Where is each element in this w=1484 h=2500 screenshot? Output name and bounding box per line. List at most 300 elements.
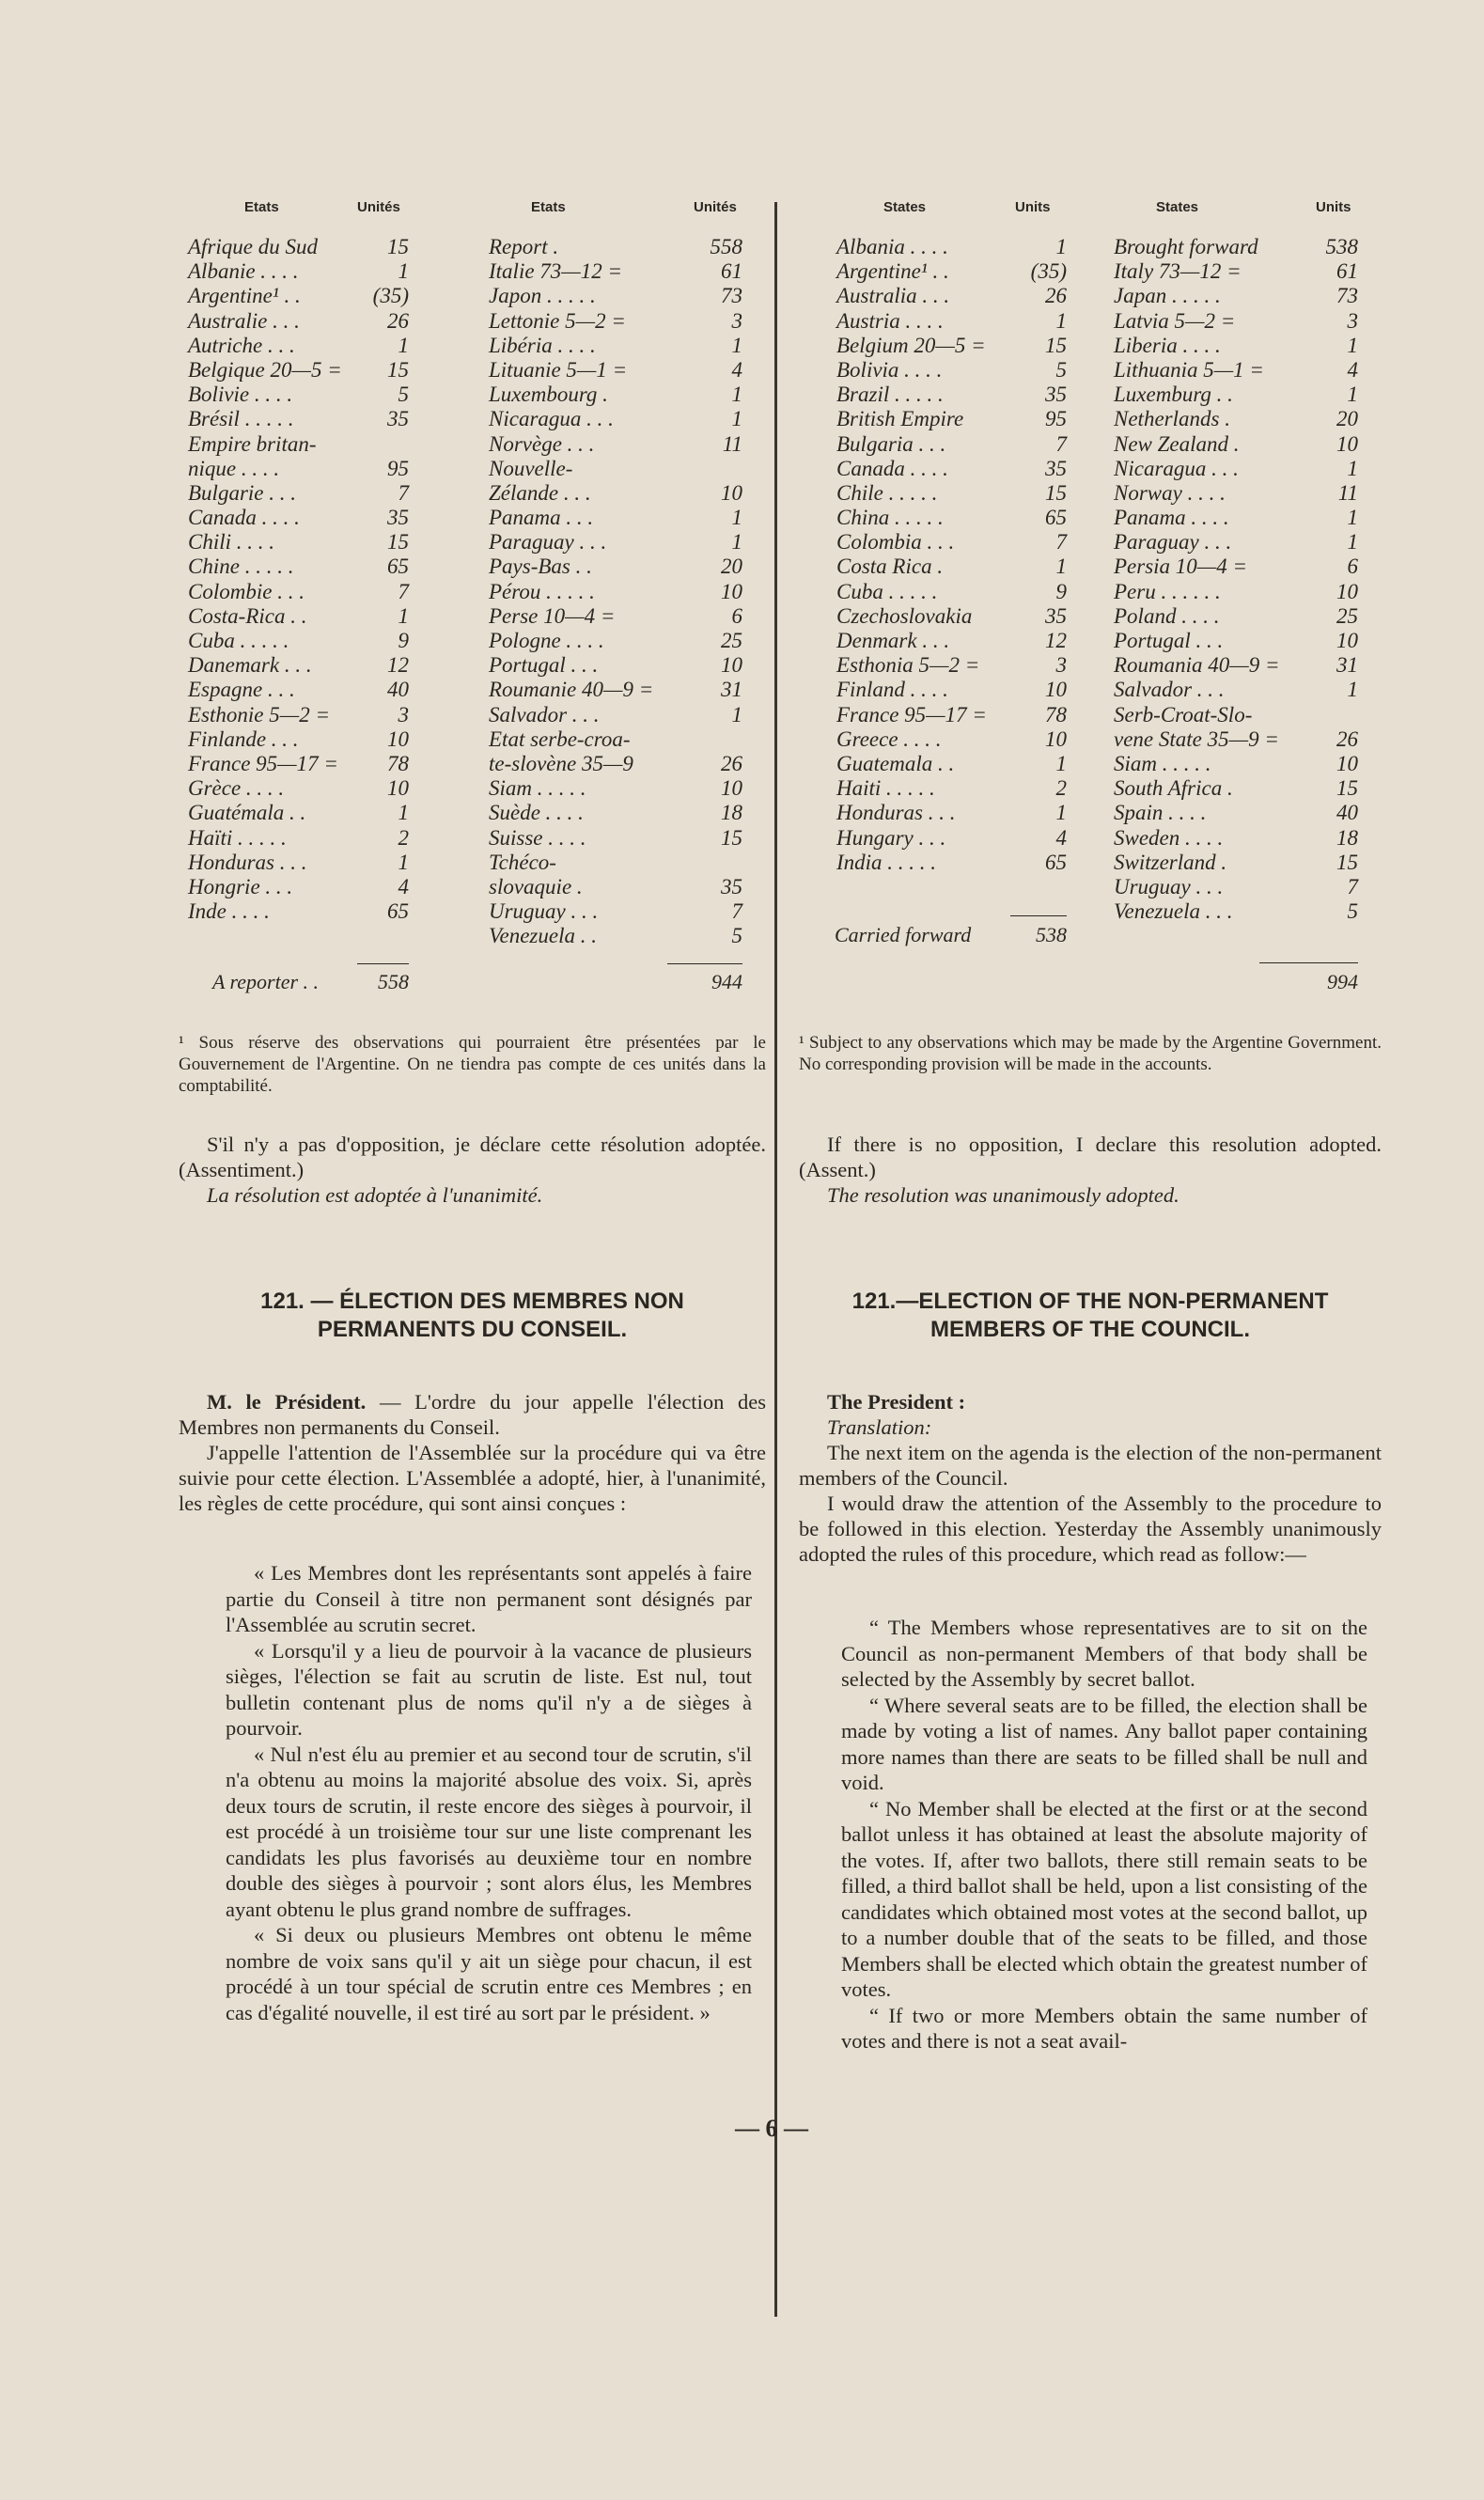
french-section-title: 121. — ÉLECTION DES MEMBRES NON PERMANENTS DU CONSEIL.: [260, 1289, 684, 1342]
table-row: [188, 309, 409, 334]
unit-value: 4: [398, 874, 409, 898]
unit-value: 3: [1055, 653, 1067, 678]
state-name: Guatemala . .: [836, 751, 955, 775]
unit-value: 31: [721, 678, 742, 702]
unit-value: 15: [1336, 776, 1358, 801]
state-name: Norway . . . .: [1114, 480, 1226, 505]
table-row: [836, 358, 1067, 383]
unit-value: 73: [721, 284, 742, 308]
state-name: Luxembourg .: [489, 383, 608, 407]
english-intro: The President : Translation: The next item on the agenda is the election of the non-permanent members of the Council. I would draw the attention of the Assembly to the procedure to be followed in this election. Yesterday the Assembly unanimously adopted the rules of this procedure, which read as follow:—: [799, 1390, 1382, 1566]
state-name: Denmark . . .: [836, 629, 950, 652]
unit-value: 10: [1045, 678, 1067, 702]
unit-value: 18: [721, 801, 742, 825]
state-name: British Empire: [836, 407, 964, 431]
state-name: Pérou . . . . .: [489, 579, 595, 603]
table-row: [489, 752, 742, 776]
unit-value: 15: [1045, 333, 1067, 357]
table-row: [188, 653, 409, 678]
unit-value: 61: [721, 259, 742, 284]
english-section-title: 121.—ELECTION OF THE NON-PERMANENT MEMBERS OF THE COUNCIL.: [851, 1289, 1329, 1342]
state-name: Latvia 5—2 =: [1114, 308, 1236, 333]
english-adoption: If there is no opposition, I declare this resolution adopted. (Assent.) The resolution was unanimously adopted.: [799, 1133, 1382, 1207]
unit-value: 78: [387, 751, 409, 775]
table-row: [489, 776, 742, 801]
table-row: [836, 727, 1067, 752]
unit-value: 10: [1336, 431, 1358, 456]
state-name: Siam . . . . .: [489, 776, 586, 801]
unit-value: 3: [731, 308, 742, 333]
table-row: [1114, 703, 1358, 727]
unit-value: 2: [1055, 776, 1067, 801]
table-row: [188, 358, 409, 383]
table-row: [1114, 851, 1358, 875]
state-name: Spain . . . .: [1114, 801, 1207, 825]
unit-value: 1: [1055, 235, 1067, 258]
header-states: Etats: [244, 199, 279, 215]
unit-value: 73: [1336, 284, 1358, 308]
table-row: [1114, 604, 1358, 629]
unit-value: 10: [721, 579, 742, 603]
state-name: Switzerland .: [1114, 850, 1227, 874]
state-name: Venezuela . . .: [1114, 899, 1233, 924]
table-row: [188, 752, 409, 776]
state-name: Poland . . . .: [1114, 603, 1220, 628]
state-name: slovaquie .: [489, 874, 583, 898]
table-row: [489, 530, 742, 555]
unit-value: 65: [1045, 506, 1067, 530]
state-name: Chine . . . . .: [188, 555, 294, 579]
table-row: [489, 334, 742, 358]
state-name: Greece . . . .: [836, 727, 942, 751]
french-rules-quote: « Les Membres dont les représentants sont appelés à faire partie du Conseil à titre non permanent sont désignés par l'Assemblée au scrutin secret. « Lorsqu'il y a lieu de pourvoir à la vacance de plusieurs sièges, l'élection se fait au scrutin de liste. Est nul, tout bulletin contenant plus de noms qu'il n'y a de sièges à pourvoir. « Nul n'est élu au premier et au second tour de scrutin, s'il n'a obtenu au moins la majorité absolue des voix. Si, après deux tours de scrutin, il reste encore des sièges à pourvoir, il est procédé à un troisième tour sur une liste comprenant les candidats les plus favorisés au deuxième tour en nombre double des sièges à pourvoir ; sont alors élus, les Membres ayant obtenu le plus grand nombre de suffrages. « Si deux ou plusieurs Membres ont obtenu le même nombre de voix sans qu'il y ait un siège pour chacun, il est procédé à un tour spécial de scrutin entre ces Membres ; en cas d'égalité nouvelle, il est tiré au sort par le président. »: [226, 1561, 752, 2024]
table-row: [1114, 580, 1358, 604]
table-row: [1114, 358, 1358, 383]
unit-value: 95: [387, 456, 409, 480]
table-row: [489, 826, 742, 851]
unit-value: (35): [1030, 259, 1067, 284]
state-name: Nouvelle-: [489, 456, 573, 480]
state-name: Italie 73—12 =: [489, 259, 623, 284]
unit-value: 4: [1055, 825, 1067, 850]
state-name: Hongrie . . .: [188, 874, 293, 898]
table-row: [188, 235, 409, 259]
unit-value: 1: [1347, 530, 1358, 555]
table-row: [188, 826, 409, 851]
table-row: [836, 334, 1067, 358]
unit-value: 61: [1336, 259, 1358, 284]
state-name: Australie . . .: [188, 308, 300, 333]
state-name: Autriche . . .: [188, 333, 295, 357]
table-row: [836, 678, 1067, 702]
unit-value: 25: [1336, 603, 1358, 628]
state-name: nique . . . .: [188, 456, 280, 480]
unit-value: 1: [731, 333, 742, 357]
state-name: Chili . . . .: [188, 530, 275, 555]
table-row: [489, 259, 742, 284]
table-row: [489, 653, 742, 678]
unit-value: 9: [1055, 579, 1067, 603]
state-name: Japon . . . . .: [489, 284, 596, 308]
unit-value: 5: [1347, 899, 1358, 924]
table-row: [1114, 309, 1358, 334]
unit-value: 1: [398, 603, 409, 628]
unit-value: 65: [387, 899, 409, 924]
unit-value: 3: [1347, 308, 1358, 333]
unit-value: 35: [387, 407, 409, 431]
table-row: [836, 801, 1067, 825]
table-row: [489, 555, 742, 579]
table-row: [188, 604, 409, 629]
state-name: France 95—17 =: [836, 702, 987, 727]
table-row: [188, 801, 409, 825]
unit-value: 6: [1347, 555, 1358, 579]
state-name: Portugal . . .: [489, 653, 599, 678]
state-name: Roumanie 40—9 =: [489, 678, 654, 702]
state-name: Bulgarie . . .: [188, 480, 296, 505]
table-row: [188, 334, 409, 358]
table-row: [489, 727, 742, 752]
table-row: [836, 776, 1067, 801]
unit-value: 10: [721, 653, 742, 678]
state-name: Persia 10—4 =: [1114, 555, 1248, 579]
unit-value: 10: [1045, 727, 1067, 751]
table-row: [1114, 383, 1358, 407]
unit-value: 10: [1336, 629, 1358, 652]
state-name: Roumania 40—9 =: [1114, 653, 1280, 678]
table-row: [1114, 653, 1358, 678]
state-name: Salvador . . .: [489, 702, 600, 727]
table-row: [489, 703, 742, 727]
unit-value: 1: [398, 850, 409, 874]
unit-value: 12: [1045, 629, 1067, 652]
french-adoption: S'il n'y a pas d'opposition, je déclare cette résolution adoptée. (Assentiment.) La résolution est adoptée à l'unanimité.: [179, 1133, 766, 1207]
table-row: [836, 235, 1067, 259]
state-name: Pays-Bas . .: [489, 555, 592, 579]
unit-value: 1: [1347, 506, 1358, 530]
unit-value: 5: [398, 383, 409, 407]
state-name: Inde . . . .: [188, 899, 270, 924]
state-name: Nicaragua . . .: [489, 407, 614, 431]
table-row: [489, 235, 742, 259]
unit-value: 20: [1336, 407, 1358, 431]
state-name: Bulgaria . . .: [836, 431, 946, 456]
state-name: Austria . . . .: [836, 308, 944, 333]
state-name: Japan . . . . .: [1114, 284, 1221, 308]
table-row: [188, 629, 409, 653]
state-name: Brésil . . . . .: [188, 407, 294, 431]
table-row: [1114, 801, 1358, 825]
english-rules-quote: “ The Members whose representatives are to sit on the Council as non-permanent Members of that body shall be selected by the Assembly by secret ballot. “ Where several seats are to be filled, the election shall be made by voting a list of names. Any ballot paper containing more names than there are seats to be filled shall be null and void. “ No Member shall be elected at the first or at the second ballot unless it has obtained at least the absolute majority of the votes. If, after two ballots, there still remain seats to be filled, a third ballot shall be held, upon a list consisting of the candidates which obtained most votes at the second ballot, up to a number double that of the seats to be filled, and those Members shall be elected which obtain the greatest number of votes. “ If two or more Members obtain the same number of votes and there is not a seat avail-: [841, 1616, 1367, 2053]
table-row: [1114, 235, 1358, 259]
table-row: [188, 432, 409, 457]
state-name: Esthonie 5—2 =: [188, 702, 330, 727]
table-row: [489, 457, 742, 481]
unit-value: 1: [1347, 333, 1358, 357]
english-units-table: [799, 199, 1372, 998]
unit-value: 1: [731, 702, 742, 727]
table-row: [188, 875, 409, 899]
table-row: [836, 629, 1067, 653]
header-states: States: [1156, 199, 1199, 215]
table-row: [836, 457, 1067, 481]
unit-value: 10: [387, 776, 409, 801]
table-row: [836, 851, 1067, 875]
state-name: Costa Rica .: [836, 555, 944, 579]
state-name: Salvador . . .: [1114, 678, 1225, 702]
unit-value: 35: [1045, 456, 1067, 480]
unit-value: 18: [1336, 825, 1358, 850]
table-row: [836, 653, 1067, 678]
unit-value: 538: [1325, 235, 1358, 258]
header-units: Units: [1015, 199, 1051, 215]
state-name: Uruguay . . .: [1114, 874, 1224, 898]
table-row: [188, 727, 409, 752]
table-row: [489, 629, 742, 653]
table-row: [489, 506, 742, 530]
state-name: Report .: [489, 235, 559, 258]
unit-value: 1: [731, 383, 742, 407]
unit-value: 11: [1337, 480, 1358, 505]
unit-value: 1: [1347, 456, 1358, 480]
state-name: Canada . . . .: [836, 456, 948, 480]
state-name: Belgium 20—5 =: [836, 333, 986, 357]
unit-value: 25: [721, 629, 742, 652]
table-row: [836, 383, 1067, 407]
table-row: [489, 851, 742, 875]
table-row: [188, 457, 409, 481]
unit-value: 11: [722, 431, 742, 456]
unit-value: 15: [387, 357, 409, 382]
unit-value: 1: [1055, 555, 1067, 579]
table-row: [188, 506, 409, 530]
state-name: Tchéco-: [489, 850, 556, 874]
state-name: vene State 35—9 =: [1114, 727, 1279, 751]
french-column: [179, 0, 771, 2500]
state-name: Cuba . . . . .: [836, 579, 938, 603]
unit-value: 15: [387, 235, 409, 258]
state-name: Finland . . . .: [836, 678, 948, 702]
unit-value: 10: [1336, 579, 1358, 603]
table-row: [188, 851, 409, 875]
table-row: [188, 580, 409, 604]
state-name: Argentine¹ . .: [188, 284, 301, 308]
state-name: Chile . . . . .: [836, 480, 938, 505]
french-grand-total: 944: [711, 970, 742, 993]
state-name: Cuba . . . . .: [188, 629, 289, 652]
state-name: Bolivie . . . .: [188, 383, 293, 407]
table-row: [836, 752, 1067, 776]
state-name: Haiti . . . . .: [836, 776, 935, 801]
english-column: [799, 0, 1382, 2500]
unit-value: 40: [387, 678, 409, 702]
unit-value: 20: [721, 555, 742, 579]
table-row: [489, 899, 742, 924]
table-row: [188, 530, 409, 555]
table-row: [188, 899, 409, 924]
table-row: [188, 383, 409, 407]
state-name: Sweden . . . .: [1114, 825, 1224, 850]
unit-value: 1: [398, 333, 409, 357]
unit-value: 2: [398, 825, 409, 850]
unit-value: 35: [1045, 383, 1067, 407]
unit-value: 1: [1055, 801, 1067, 825]
table-row: [489, 678, 742, 702]
state-name: Esthonia 5—2 =: [836, 653, 980, 678]
state-name: Paraguay . . .: [489, 530, 607, 555]
english-carried-total: Carried forward 538: [835, 923, 1067, 946]
table-row: [1114, 259, 1358, 284]
state-name: Venezuela . .: [489, 924, 597, 948]
table-row: [489, 284, 742, 308]
page-number: — 6 —: [735, 2115, 808, 2142]
table-row: [1114, 752, 1358, 776]
unit-value: 1: [1055, 751, 1067, 775]
state-name: Albanie . . . .: [188, 259, 299, 284]
table-row: [836, 506, 1067, 530]
state-name: Colombie . . .: [188, 579, 305, 603]
table-row: [188, 407, 409, 431]
unit-value: 78: [1045, 702, 1067, 727]
state-name: China . . . . .: [836, 506, 944, 530]
table-row: [489, 875, 742, 899]
state-name: Brazil . . . . .: [836, 383, 944, 407]
state-name: Panama . . . .: [1114, 506, 1229, 530]
english-grand-total: 994: [1327, 970, 1358, 993]
unit-value: 1: [1347, 383, 1358, 407]
state-name: Serb-Croat-Slo-: [1114, 702, 1253, 727]
unit-value: 1: [1347, 678, 1358, 702]
state-name: India . . . . .: [836, 850, 937, 874]
state-name: Finlande . . .: [188, 727, 299, 751]
state-name: Lettonie 5—2 =: [489, 308, 626, 333]
unit-value: (35): [372, 284, 409, 308]
unit-value: 1: [731, 506, 742, 530]
french-carried-total: A reporter . . 558: [212, 970, 409, 993]
table-row: [836, 481, 1067, 506]
unit-value: 26: [387, 308, 409, 333]
table-row: [188, 259, 409, 284]
unit-value: 3: [398, 702, 409, 727]
unit-value: 1: [731, 407, 742, 431]
table-row: [489, 383, 742, 407]
table-row: [1114, 678, 1358, 702]
table-row: [1114, 506, 1358, 530]
column-divider: [774, 202, 777, 2317]
unit-value: 5: [731, 924, 742, 948]
state-name: Haïti . . . . .: [188, 825, 287, 850]
unit-value: 65: [387, 555, 409, 579]
state-name: Belgique 20—5 =: [188, 357, 342, 382]
state-name: Peru . . . . . .: [1114, 579, 1221, 603]
unit-value: 15: [387, 530, 409, 555]
unit-value: 9: [398, 629, 409, 652]
state-name: Paraguay . . .: [1114, 530, 1232, 555]
table-row: [1114, 407, 1358, 431]
header-units: Units: [1316, 199, 1351, 215]
table-row: [489, 481, 742, 506]
table-row: [836, 259, 1067, 284]
state-name: Hungary . . .: [836, 825, 946, 850]
state-name: Italy 73—12 =: [1114, 259, 1242, 284]
state-name: Suède . . . .: [489, 801, 584, 825]
table-row: [1114, 481, 1358, 506]
header-states: States: [883, 199, 927, 215]
state-name: te-slovène 35—9: [489, 751, 633, 775]
unit-value: 1: [731, 530, 742, 555]
unit-value: 10: [721, 480, 742, 505]
french-units-table: [179, 199, 761, 998]
table-row: [1114, 555, 1358, 579]
unit-value: 26: [721, 751, 742, 775]
table-row: [1114, 432, 1358, 457]
state-name: Espagne . . .: [188, 678, 295, 702]
unit-value: 35: [721, 874, 742, 898]
unit-value: 1: [1055, 308, 1067, 333]
state-name: Empire britan-: [188, 431, 317, 456]
table-row: [188, 678, 409, 702]
header-units: Unités: [357, 199, 400, 215]
unit-value: 1: [398, 801, 409, 825]
table-row: [188, 776, 409, 801]
table-row: [836, 432, 1067, 457]
table-row: [1114, 457, 1358, 481]
state-name: South Africa .: [1114, 776, 1233, 801]
unit-value: 15: [1045, 480, 1067, 505]
state-name: Liberia . . . .: [1114, 333, 1221, 357]
state-name: Lituanie 5—1 =: [489, 357, 628, 382]
state-name: Albania . . . .: [836, 235, 948, 258]
english-footnote: ¹ Subject to any observations which may be made by the Argentine Government. No corresponding provision will be made in the accounts.: [799, 1033, 1382, 1074]
table-row: [489, 358, 742, 383]
table-row: [489, 801, 742, 825]
table-row: [836, 826, 1067, 851]
table-row: [489, 407, 742, 431]
table-row: [489, 604, 742, 629]
state-name: Colombia . . .: [836, 530, 955, 555]
table-row: [188, 481, 409, 506]
table-row: [836, 284, 1067, 308]
state-name: Zélande . . .: [489, 480, 591, 505]
unit-value: 95: [1045, 407, 1067, 431]
unit-value: 26: [1045, 284, 1067, 308]
unit-value: 7: [398, 579, 409, 603]
table-row: [836, 555, 1067, 579]
table-row: [1114, 875, 1358, 899]
unit-value: 7: [1055, 530, 1067, 555]
state-name: Honduras . . .: [836, 801, 956, 825]
unit-value: 10: [1336, 751, 1358, 775]
unit-value: 1: [398, 259, 409, 284]
state-name: Portugal . . .: [1114, 629, 1224, 652]
table-row: [1114, 899, 1358, 924]
table-row: [836, 703, 1067, 727]
table-row: [1114, 776, 1358, 801]
state-name: France 95—17 =: [188, 751, 338, 775]
state-name: Australia . . .: [836, 284, 950, 308]
header-states: Etats: [531, 199, 566, 215]
unit-value: 26: [1336, 727, 1358, 751]
table-row: [836, 309, 1067, 334]
state-name: New Zealand .: [1114, 431, 1240, 456]
unit-value: 6: [731, 603, 742, 628]
state-name: Suisse . . . .: [489, 825, 586, 850]
unit-value: 35: [387, 506, 409, 530]
unit-value: 35: [1045, 603, 1067, 628]
state-name: Danemark . . .: [188, 653, 312, 678]
french-footnote: ¹ Sous réserve des observations qui pourraient être présentées par le Gouvernement de l'Argentine. On ne tiendra pas compte de ces unités dans la comptabilité.: [179, 1033, 766, 1096]
header-units: Unités: [694, 199, 737, 215]
